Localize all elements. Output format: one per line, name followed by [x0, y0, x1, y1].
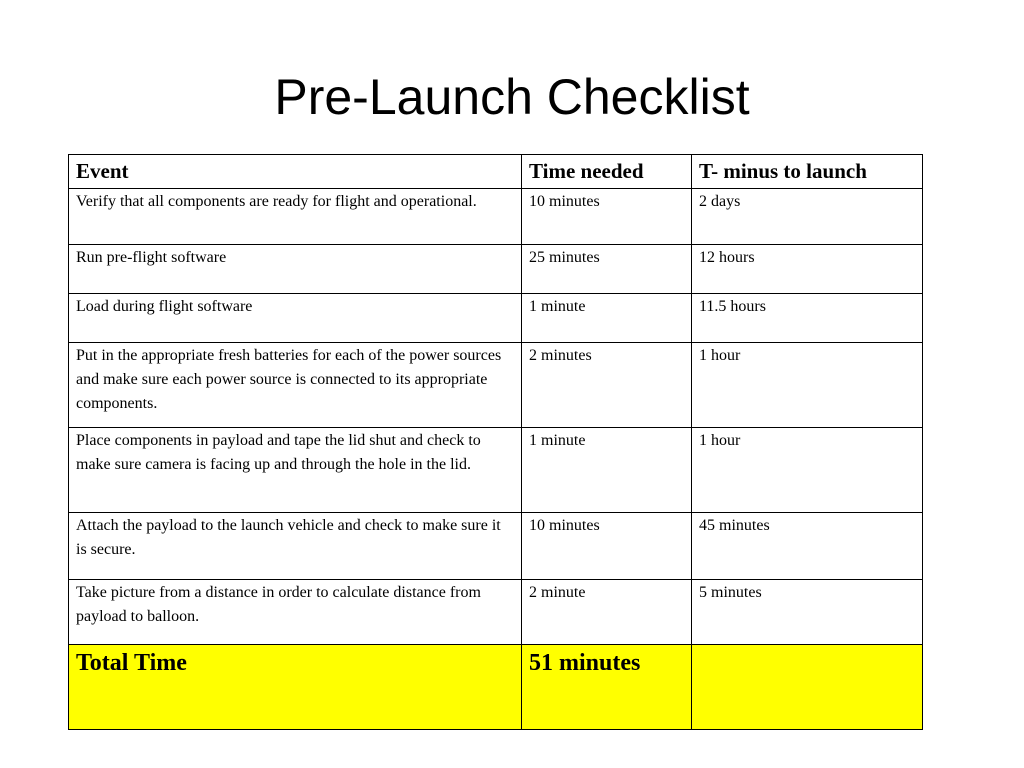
table-row: [69, 513, 923, 580]
total-t-minus-empty: [692, 645, 923, 730]
cell-time-needed: 1 minute: [522, 294, 692, 343]
table-row: [69, 580, 923, 645]
total-row: [69, 645, 923, 730]
table-row: [69, 189, 923, 245]
total-time-value: 51 minutes: [522, 645, 692, 730]
cell-time-needed: 25 minutes: [522, 245, 692, 294]
total-label: Total Time: [69, 645, 522, 730]
cell-time-needed: 10 minutes: [522, 189, 692, 245]
cell-t-minus: 2 days: [692, 189, 923, 245]
cell-t-minus: 1 hour: [692, 343, 923, 428]
table-header-row: [69, 155, 923, 189]
column-header-time-needed: Time needed: [522, 155, 692, 189]
cell-event: Put in the appropriate fresh batteries for each of the power sources and make sure each power source is connected to its appropriate components.: [69, 343, 522, 428]
cell-time-needed: 10 minutes: [522, 513, 692, 580]
cell-time-needed: 1 minute: [522, 428, 692, 513]
cell-event: Load during flight software: [69, 294, 522, 343]
table-row: [69, 343, 923, 428]
checklist-table: [68, 154, 923, 730]
cell-event: Verify that all components are ready for flight and operational.: [69, 189, 522, 245]
cell-t-minus: 1 hour: [692, 428, 923, 513]
cell-event: Place components in payload and tape the lid shut and check to make sure camera is facing up and through the hole in the lid.: [69, 428, 522, 513]
cell-time-needed: 2 minutes: [522, 343, 692, 428]
table-row: [69, 294, 923, 343]
page-title: Pre-Launch Checklist: [274, 69, 750, 125]
column-header-event: Event: [69, 155, 522, 189]
cell-event: Take picture from a distance in order to calculate distance from payload to balloon.: [69, 580, 522, 645]
cell-time-needed: 2 minute: [522, 580, 692, 645]
cell-t-minus: 45 minutes: [692, 513, 923, 580]
cell-event: Attach the payload to the launch vehicle and check to make sure it is secure.: [69, 513, 522, 580]
cell-t-minus: 12 hours: [692, 245, 923, 294]
cell-t-minus: 11.5 hours: [692, 294, 923, 343]
table-row: [69, 245, 923, 294]
table-row: [69, 428, 923, 513]
column-header-t-minus: T- minus to launch: [692, 155, 923, 189]
cell-event: Run pre-flight software: [69, 245, 522, 294]
cell-t-minus: 5 minutes: [692, 580, 923, 645]
